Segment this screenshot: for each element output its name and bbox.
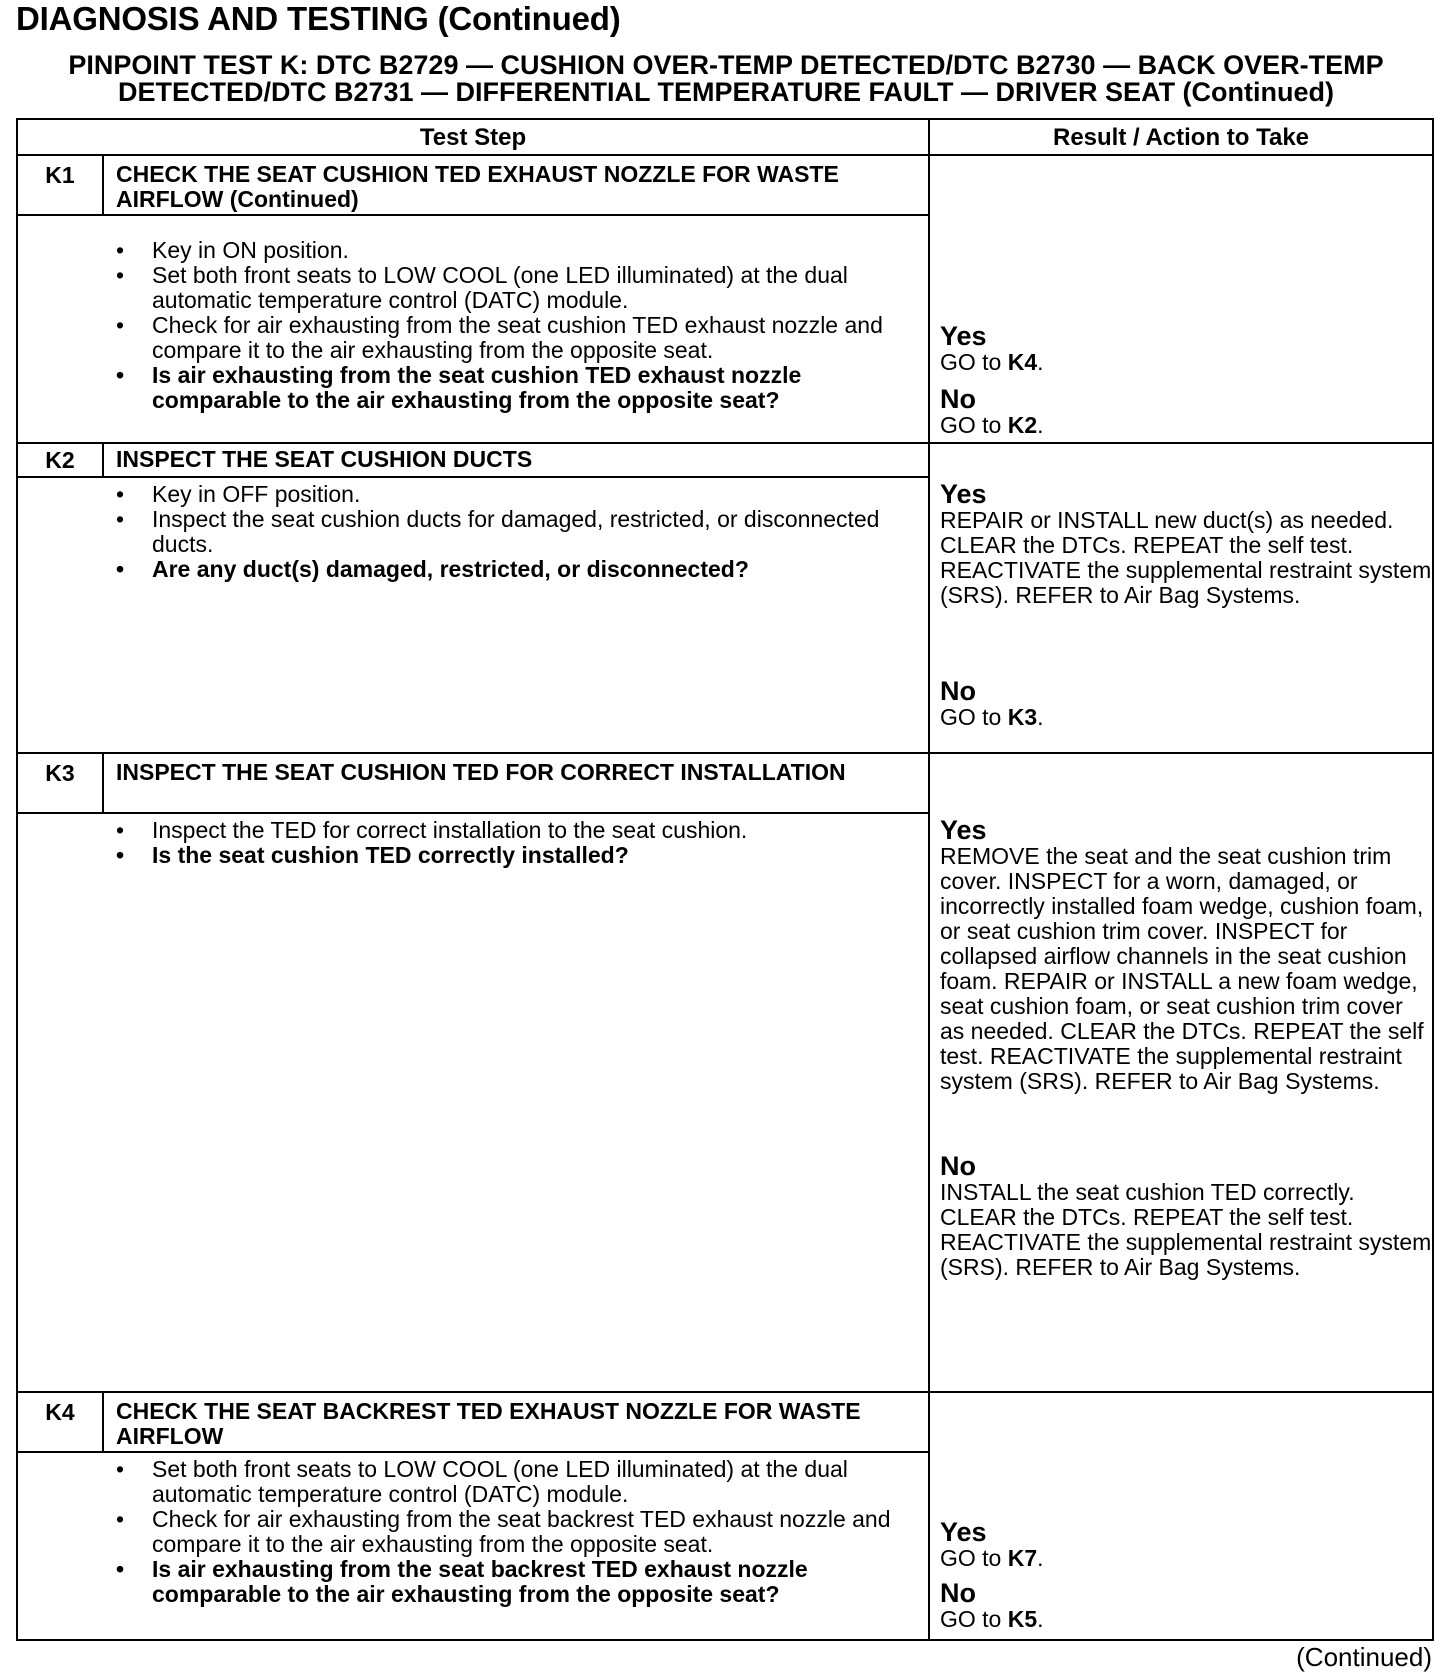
step-title-divider xyxy=(18,476,928,478)
pinpoint-table xyxy=(16,118,1434,1641)
step-title-k4: CHECK THE SEAT BACKREST TED EXHAUST NOZZLE FOR WASTE AIRFLOW xyxy=(116,1398,861,1449)
goto-step-link[interactable]: K5 xyxy=(1007,1606,1038,1632)
step-bullets-k3 xyxy=(116,818,936,868)
result-no-label: No xyxy=(940,1151,976,1181)
header-divider xyxy=(18,154,1432,156)
result-k4 xyxy=(940,1518,1432,1632)
goto-step-link[interactable]: K7 xyxy=(1007,1545,1038,1571)
result-no-action: GO to K2. xyxy=(940,412,1044,438)
list-item: • Inspect the TED for correct installation to the seat cushion. xyxy=(116,818,936,843)
result-yes-action: REPAIR or INSTALL new duct(s) as needed. CLEAR the DTCs. REPEAT the self test. REACTIVATE the supplemental restraint system (SRS). REFER to Air Bag Systems. xyxy=(940,507,1432,608)
step-bullets-k1 xyxy=(116,238,936,413)
step-id-divider xyxy=(102,154,104,214)
step-question-k4: • Is air exhausting from the seat backrest TED exhaust nozzle comparable to the air exhausting from the opposite seat? xyxy=(116,1557,936,1607)
step-id-k4: K4 xyxy=(45,1399,75,1425)
result-yes-action: GO to K4. xyxy=(940,349,1044,375)
list-item: • Check for air exhausting from the seat cushion TED exhaust nozzle and compare it to the air exhausting from the opposite seat. xyxy=(116,313,936,363)
step-id-divider xyxy=(102,442,104,476)
result-no-label: No xyxy=(940,1578,976,1608)
result-yes-action: GO to K7. xyxy=(940,1545,1044,1571)
goto-step-link[interactable]: K4 xyxy=(1007,349,1038,375)
step-title-k1: CHECK THE SEAT CUSHION TED EXHAUST NOZZLE FOR WASTE AIRFLOW (Continued) xyxy=(116,161,839,212)
result-no-action: INSTALL the seat cushion TED correctly. CLEAR the DTCs. REPEAT the self test. REACTIVATE the supplemental restraint system (SRS). REFER to Air Bag Systems. xyxy=(940,1179,1432,1280)
result-no-label: No xyxy=(940,384,976,414)
list-item: • Set both front seats to LOW COOL (one LED illuminated) at the dual automatic temperature control (DATC) module. xyxy=(116,1457,936,1507)
step-id-divider xyxy=(102,1391,104,1451)
step-title-k2: INSPECT THE SEAT CUSHION DUCTS xyxy=(116,446,533,472)
list-item: • Inspect the seat cushion ducts for damaged, restricted, or disconnected ducts. xyxy=(116,507,936,557)
step-question-k1: • Is air exhausting from the seat cushion TED exhaust nozzle comparable to the air exhausting from the opposite seat? xyxy=(116,363,936,413)
list-item: • Check for air exhausting from the seat backrest TED exhaust nozzle and compare it to the air exhausting from the opposite seat. xyxy=(116,1507,936,1557)
result-no-action: GO to K5. xyxy=(940,1606,1044,1632)
result-k2 xyxy=(940,480,1432,730)
result-yes-label: Yes xyxy=(940,321,987,351)
continued-label: (Continued) xyxy=(1296,1642,1432,1672)
list-item: • Key in OFF position. xyxy=(116,482,936,507)
step-row-divider xyxy=(18,752,1432,754)
step-row-divider xyxy=(18,1391,1432,1393)
result-k3 xyxy=(940,816,1432,1280)
header-result-action: Result / Action to Take xyxy=(1052,124,1310,151)
step-title-divider xyxy=(18,214,928,216)
step-question-k3: • Is the seat cushion TED correctly installed? xyxy=(116,843,936,868)
result-no-action: GO to K3. xyxy=(940,704,1044,730)
goto-step-link[interactable]: K3 xyxy=(1007,704,1038,730)
pinpoint-test-title: PINPOINT TEST K: DTC B2729 — CUSHION OVER-TEMP DETECTED/DTC B2730 — BACK OVER-TEMP DETECTED/DTC B2731 — DIFFERENTIAL TEMPERATURE FAULT — DRIVER SEAT (Continued) xyxy=(68,50,1384,107)
list-item: • Key in ON position. xyxy=(116,238,936,263)
step-id-k2: K2 xyxy=(45,447,75,473)
step-question-k2: • Are any duct(s) damaged, restricted, or disconnected? xyxy=(116,557,936,582)
step-id-divider xyxy=(102,752,104,812)
step-bullets-k4 xyxy=(116,1457,936,1607)
result-yes-label: Yes xyxy=(940,1517,987,1547)
step-title-k3: INSPECT THE SEAT CUSHION TED FOR CORRECT INSTALLATION xyxy=(116,759,846,785)
step-id-k1: K1 xyxy=(45,162,75,188)
result-no-label: No xyxy=(940,676,976,706)
header-test-step: Test Step xyxy=(419,124,527,151)
step-id-k3: K3 xyxy=(45,760,75,786)
step-title-divider xyxy=(18,1451,928,1453)
step-title-divider xyxy=(18,812,928,814)
result-yes-label: Yes xyxy=(940,479,987,509)
page-title: DIAGNOSIS AND TESTING (Continued) xyxy=(16,0,621,37)
step-row-divider xyxy=(18,442,1432,444)
goto-step-link[interactable]: K2 xyxy=(1007,412,1038,438)
list-item: • Set both front seats to LOW COOL (one LED illuminated) at the dual automatic temperature control (DATC) module. xyxy=(116,263,936,313)
result-k1 xyxy=(940,322,1432,438)
step-bullets-k2 xyxy=(116,482,936,582)
result-yes-action: REMOVE the seat and the seat cushion trim cover. INSPECT for a worn, damaged, or incorrectly installed foam wedge, cushion foam, or seat cushion trim cover. INSPECT for collapsed airflow channels in the seat cushion foam. REPAIR or INSTALL a new foam wedge, seat cushion foam, or seat cushion trim cover as needed. CLEAR the DTCs. REPEAT the self test. REACTIVATE the supplemental restraint system (SRS). REFER to Air Bag Systems. xyxy=(940,843,1424,1094)
result-yes-label: Yes xyxy=(940,815,987,845)
